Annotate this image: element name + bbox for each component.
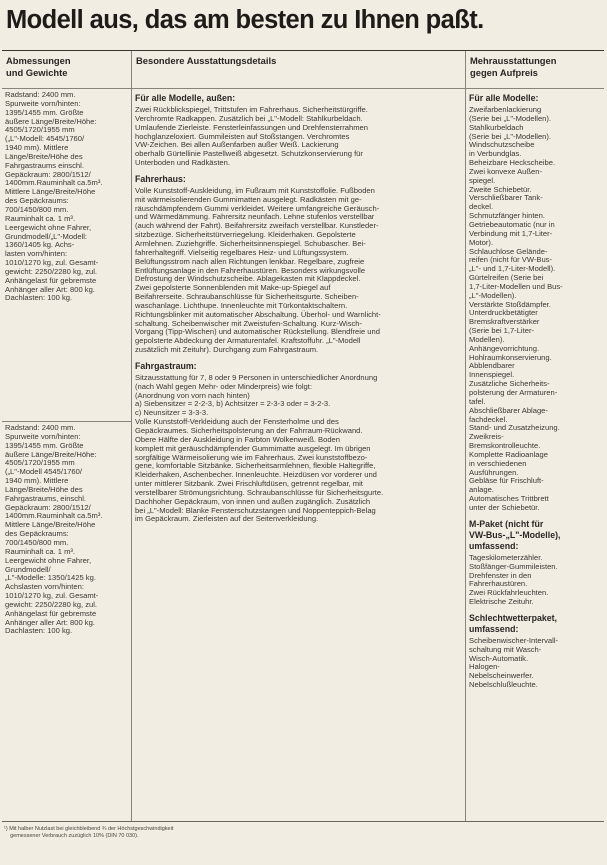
options-header: Mehrausstattungen gegen Aufpreis bbox=[466, 51, 604, 89]
driver-cab-section-text: Volle Kunststoff-Auskleidung, im Fußraum mit Kunststoffolie. Fußboden mit wärmeisolierenden Gummimatten ausgelegt. Radkästen mit ge- räuschdämpfendem Gummi verkleidet. Weitere umfangreiche Geräusch- und Wärmedämmung. Fahrersitz neunfach. Lehne stufenlos verstellbar (auch während der Fahrt). Beifahrersitz zweifach verstellbar. Kunstleder- sitzbezüge. Sicherheitstürverriegelung. Kleiderhaken. Gepolsterte Armlehnen. Zuziehgriffe. Sicherheitsinnenspiegel. Schubascher. Bei- fahrerhaltegriff. Vielseitig regelbares Heiz- und Lüftungssystem. Belüftungsstrom nach allen Richtungen lenkbar. Regelbare, zugfreie Entlüftungsanlage in den Fahrerhaustüren. Besonders wirkungsvolle Defrostung der Windschutzscheibe. Ablagekasten mit Klappdeckel. Zwei gepolsterte Sonnenblenden mit Make-up-Spiegel auf Beifahrerseite. Schraubanschlüsse für Sicherheitsgurte. Scheiben- waschanlage. Lichthupe. Innenleuchte mit Türkontaktschaltern. Richtungsblinker mit automatischer Abschaltung. Überhol- und Warnlicht- schaltung. Scheibenwischer mit Zweistufen-Schaltung. Kurz-Wisch- Vorgang (Tipp-Wischen) und automatischer Rückstellung. Blendfreie und gepolsterte Abdeckung der Armaturentafel. Kraftstoffuhr. „L"-Modell zusätzlich mit Zeituhr). Durchgang zum Fahrgastraum. bbox=[135, 185, 381, 355]
bad-weather-package-text: Scheibenwischer-Intervall- schaltung mit Wasch- Wisch-Automatik. Halogen- Nebelscheinwerfer. Nebelschlußleuchte. bbox=[469, 635, 559, 690]
bad-weather-package-title: Schlechtwetterpaket, umfassend: bbox=[469, 612, 557, 634]
footnote: ¹) Mit halber Nutzlast bei gleichbleibend ¾ der Höchstgeschwindigkeit gemessener Verbrauch zuzüglich 10% (DIN 70 030). bbox=[4, 826, 174, 839]
dimensions-column bbox=[2, 51, 132, 821]
passenger-section-text: Sitzausstattung für 7, 8 oder 9 Personen in unterschiedlicher Anordnung (nach Wahl gegen Mehr- oder Minderpreis) wie folgt: (Anordnung von vorn nach hinten) a) Siebensitzer = 2-2-3, b) Achtsitzer = 2-3-3 oder = 3-2-3. c) Neunsitzer = 3-3-3. Volle Kunststoff-Verkleidung auch der Fensterholme und des Gepäckraumes. Sicherheitspolsterung an der Fahrraum-Rückwand. Obere Hälfte der Auskleidung in Farbton Wolkenweiß. Boden komplett mit geräuschdämpfender Gummimatte ausgelegt. Im übrigen sorgfältige Wärmeisolierung wie im Fahrerhaus. Zwei kunststoffbezo- gene, komfortable Sitzbänke. Sicherheitsarmlehnen, flexible Haltegriffe, Kleiderhaken, Aschenbecher. Innenleuchte. Heizdüsen vor vorderer und unter mittlerer Sitzbank. Zwei Frischluftdüsen, getrennt regelbar, mit verstellbarer Strömungsrichtung. Schraubanschlüsse für Sicherheitsgurte. Dachhoher Gepäckraum, von innen und außen zugänglich. Zusätzlich bei „L"-Modell: Blanke Fensterschutzstangen und Noppenteppich-Belag im Gepäckraum. Zierleisten auf der Seitenverkleidung. bbox=[135, 372, 384, 524]
dimensions-block-1: Radstand: 2400 mm. Spurweite vorn/hinten: 1395/1455 mm. Größte äußere Länge/Breite/Höhe: 4505/1720/1955 mm („L"-Modell: 4545/1760/ 1940 mm). Mittlere Länge/Breite/Höhe des Fahrgastraums einschl. Gepäckraum: 2800/1512/ 1400mm.Rauminhalt ca.5m³. Mittlere Länge/Breite/Höhe des Gepäckraums: 700/1450/800 mm. Rauminhalt ca. 1 m³. Leergewicht ohne Fahrer, Grundmodell/„L"-Modell: 1360/1405 kg. Achs- lasten vorn/hinten: 1010/1270 kg, zul. Gesamt- gewicht: 2250/2280 kg, zul. Anhängelast für gebremste Anhänger aller Art: 800 kg. Dachlasten: 100 kg. bbox=[5, 90, 103, 303]
driver-cab-section-title: Fahrerhaus: bbox=[135, 173, 186, 184]
options-all-models-title: Für alle Modelle: bbox=[469, 93, 539, 103]
options-column bbox=[466, 51, 604, 821]
dimensions-divider bbox=[2, 421, 131, 422]
spec-table bbox=[2, 50, 604, 822]
m-package-text: Tageskilometerzähler. Stoßfänger-Gummileisten. Drehfenster in den Fahrerhaustüren. Zwei Rückfahrleuchten. Elektrische Zeituhr. bbox=[469, 552, 558, 607]
dimensions-block-2: Radstand: 2400 mm. Spurweite vorn/hinten: 1395/1455 mm. Größte äußere Länge/Breite/Höhe: 4505/1720/1955 mm („L"-Modell 4545/1760/ 1940 mm). Mittlere Länge/Breite/Höhe des Fahrgastraums, einschl. Gepäckraum: 2800/1512/ 1400mm.Rauminhalt ca.5m³. Mittlere Länge/Breite/Höhe des Gepäckraums: 700/1450/800 mm. Rauminhalt ca. 1 m³. Leergewicht ohne Fahrer, Grundmodell/ „L"-Modelle: 1350/1425 kg. Achslasten vorn/hinten: 1010/1270 kg, zul. Gesamt- gewicht: 2250/2280 kg, zul. Anhängelast für gebremste Anhänger aller Art: 800 kg. Dachlasten: 100 kg. bbox=[5, 423, 103, 636]
passenger-section-title: Fahrgastraum: bbox=[135, 360, 197, 371]
m-package-title: M-Paket (nicht für VW-Bus-„L"-Modelle), umfassend: bbox=[469, 518, 561, 551]
dimensions-header: Abmessungen und Gewichte bbox=[2, 51, 131, 89]
exterior-section-title: Für alle Modelle, außen: bbox=[135, 93, 236, 103]
features-header: Besondere Ausstattungsdetails bbox=[132, 51, 465, 89]
features-column bbox=[132, 51, 466, 821]
options-all-models-text: Zweifarbenlackierung (Serie bei „L"-Modellen). Stahlkurbeldach (Serie bei „L"-Modellen). Windschutzscheibe in Verbundglas. Beheizbare Heckscheibe. Zwei konvexe Außen- spiegel. Zweite Schiebetür. Verschließbarer Tank- deckel. Schmutzfänger hinten. Getriebeautomatic (nur in Verbindung mit 1,7-Liter- Motor). Schlauchlose Gelände- reifen (nicht für VW-Bus- „L"- und 1,7-Liter-Modell). Gürtelreifen (Serie bei 1,7-Liter-Modellen und Bus- „L"-Modellen). Verstärkte Stoßdämpfer. Unterdruckbetätigter Bremskraftverstärker (Serie bei 1,7-Liter- Modellen). Anhängevorrichtung. Hohlraumkonservierung. Abblendbarer Innenspiegel. Zusätzliche Sicherheits- polsterung der Armaturen- tafel. Abschließbarer Ablage- fachdeckel. Stand- und Zusatzheizung. Zweikreis- Bremskontrolleuchte. Komplette Radioanlage in verschiedenen Ausführungen. Gebläse für Frischluft- anlage. Automatisches Trittbrett unter der Schiebetür. bbox=[469, 105, 563, 512]
page-title: Modell aus, das am besten zu Ihnen paßt. bbox=[6, 6, 484, 34]
exterior-section-text: Zwei Rückblickspiegel, Trittstufen im Fahrerhaus. Sicherheitstürgriffe. Verchromte Radkappen. Zusätzlich bei „L"-Modell: Stahlkurbeldach. Umlaufende Zierleiste. Fensterleinfassungen und Drehfensterrahmen hochglanzeloxiert. Gummileisten auf Stoßstangen. Verchromtes VW-Zeichen. Bei allen Außenfarben außer Weiß. Lackierung oberhalb Gürtellinie Pastellweiß abgesetzt. Schutzkonservierung für Unterboden und Radkästen. bbox=[135, 105, 368, 168]
